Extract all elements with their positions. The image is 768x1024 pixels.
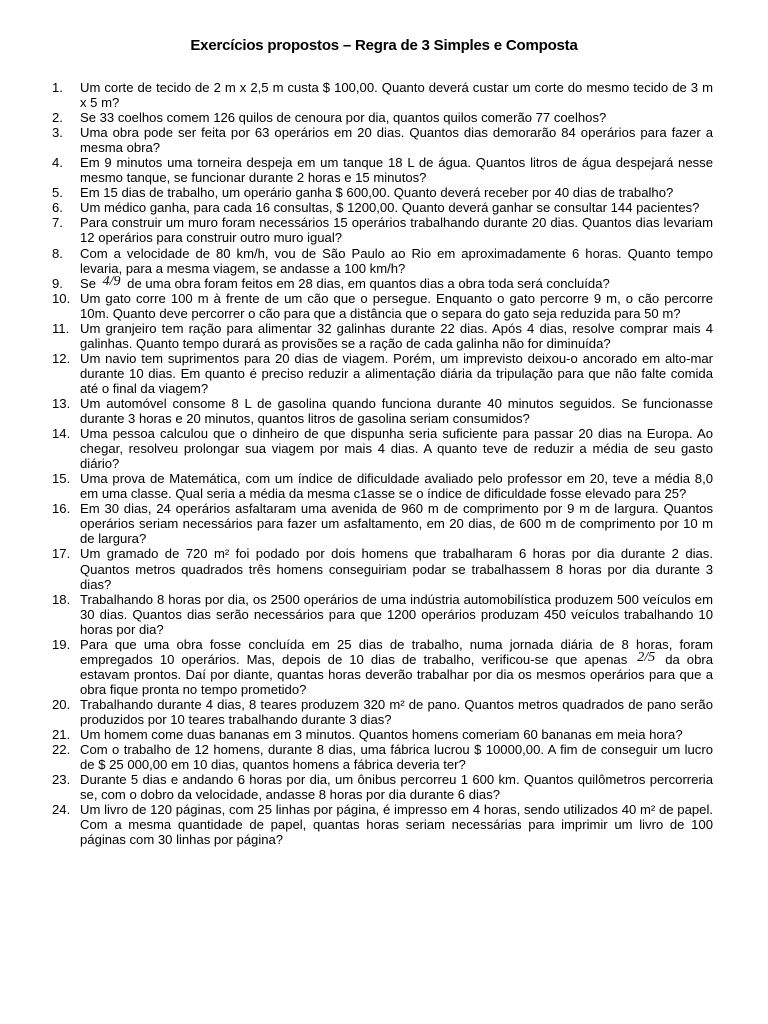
item-text: de uma obra foram feitos em 28 dias, em quantos dias a obra toda será concluída?	[123, 275, 610, 291]
list-item	[52, 426, 713, 471]
list-item	[52, 501, 713, 546]
list-item	[52, 637, 713, 697]
list-item	[52, 246, 713, 276]
item-text: Um livro de 120 páginas, com 25 linhas por página, é impresso em 4 horas, sendo utilizados 40 m² de papel. Com a mesma quantidade de papel, quantas horas seriam necessárias para imprimir um livro de 100 páginas com 30 linhas por página?	[80, 802, 713, 848]
item-number: 15.	[52, 471, 71, 487]
item-number: 8.	[52, 245, 63, 261]
list-item	[52, 215, 713, 245]
item-number: 24.	[52, 802, 71, 818]
item-number: 9.	[52, 275, 63, 291]
list-item	[52, 802, 713, 847]
page-title: Exercícios propostos – Regra de 3 Simples e Composta	[190, 37, 578, 54]
list-item	[52, 546, 713, 591]
item-text: Um gato corre 100 m à frente de um cão que o persegue. Enquanto o gato percorre 9 m, o cão percorre 10m. Quanto deve percorrer o cão para que a distância que o separa do gato seja reduzida para 50 m?	[80, 290, 713, 321]
item-text: Em 15 dias de trabalho, um operário ganha $ 600,00. Quanto deverá receber por 40 dias de trabalho?	[80, 185, 674, 201]
list-item	[52, 155, 713, 185]
item-number: 13.	[52, 395, 71, 411]
item-text: Uma obra pode ser feita por 63 operários em 20 dias. Quantos dias demorarão 84 operários para fazer a mesma obra?	[80, 125, 713, 156]
item-number: 18.	[52, 591, 71, 607]
item-text: da obra estavam prontos. Daí por diante, quantas horas deverão trabalhar por dia os mesmos operários para que a obra fique pronta no tempo prometido?	[80, 651, 714, 697]
item-text: Trabalhando durante 4 dias, 8 teares produzem 320 m² de pano. Quantos metros quadrados de pano serão produzidos por 10 teares trabalhando durante 3 dias?	[80, 696, 713, 727]
list-item	[52, 321, 713, 351]
item-text-pre: Para que uma obra fosse concluída em 25 dias de trabalho, numa jornada diária de 8 horas, foram empregados 10 operários. Mas, depois de 10 dias de trabalho, verificou-se que apenas	[80, 636, 713, 667]
item-text: Em 30 dias, 24 operários asfaltaram uma avenida de 960 m de comprimento por 9 m de largura. Quantos operários seriam necessários para fazer um asfaltamento, em 20 dias, de 600 m de comprimento por 10 m de largura?	[80, 501, 713, 547]
list-item	[52, 471, 713, 501]
fraction: 2/5	[637, 649, 656, 665]
list-item	[52, 200, 713, 215]
list-item	[52, 592, 713, 637]
exercise-list	[52, 80, 713, 847]
fraction: 4/9	[102, 273, 121, 289]
list-item	[52, 742, 713, 772]
item-number: 11.	[52, 320, 70, 336]
item-number: 7.	[52, 215, 63, 231]
item-number: 19.	[52, 636, 71, 652]
item-number: 6.	[52, 200, 63, 216]
item-number: 21.	[52, 727, 71, 743]
item-text: Para construir um muro foram necessários 15 operários trabalhando durante 20 dias. Quantos dias levariam 12 operários para construir outro muro igual?	[80, 215, 713, 246]
item-number: 22.	[52, 742, 71, 758]
item-text: Um navio tem suprimentos para 20 dias de viagem. Porém, um imprevisto deixou-o ancorado em alto-mar durante 10 dias. Em quanto é preciso reduzir a alimentação diária da tripulação para que não falte comida até o final da viagem?	[80, 350, 713, 396]
item-text: Trabalhando 8 horas por dia, os 2500 operários de uma indústria automobilística produzem 500 veículos em 30 dias. Quantos dias serão necessários para que 1200 operários produzam 450 veículos trabalhando 10 horas por dia?	[80, 591, 713, 637]
item-number: 2.	[52, 110, 63, 126]
item-text: Uma pessoa calculou que o dinheiro de que dispunha seria suficiente para passar 20 dias na Europa. Ao chegar, resolveu prolongar sua viagem por mais 4 dias. A quanto teve de reduzir a média de seu gasto diário?	[80, 426, 713, 472]
item-text-pre: Se	[80, 275, 100, 291]
list-item	[52, 697, 713, 727]
list-item	[52, 80, 713, 110]
item-text: Um médico ganha, para cada 16 consultas, $ 1200,00. Quanto deverá ganhar se consultar 144 pacientes?	[80, 200, 700, 216]
item-text: Com o trabalho de 12 homens, durante 8 dias, uma fábrica lucrou $ 10000,00. A fim de conseguir um lucro de $ 25 000,00 em 10 dias, quantos homens a fábrica deveria ter?	[80, 742, 713, 773]
item-text: Um corte de tecido de 2 m x 2,5 m custa $ 100,00. Quanto deverá custar um corte do mesmo tecido de 3 m x 5 m?	[80, 80, 713, 111]
item-number: 3.	[52, 125, 63, 141]
item-number: 10.	[52, 290, 71, 306]
list-item	[52, 185, 713, 200]
item-text: Em 9 minutos uma torneira despeja em um tanque 18 L de água. Quantos litros de água despejará nesse mesmo tanque, se funcionar durante 2 horas e 15 minutos?	[80, 155, 713, 186]
item-number: 20.	[52, 696, 71, 712]
item-number: 5.	[52, 185, 63, 201]
item-number: 14.	[52, 426, 71, 442]
list-item	[52, 125, 713, 155]
list-item	[52, 396, 713, 426]
list-item	[52, 772, 713, 802]
item-number: 1.	[52, 80, 63, 95]
item-text: Com a velocidade de 80 km/h, vou de São Paulo ao Rio em aproximadamente 6 horas. Quanto tempo levaria, para a mesma viagem, se andasse a 100 km/h?	[80, 245, 713, 276]
list-item	[52, 351, 713, 396]
item-number: 23.	[52, 772, 71, 788]
item-text: Um homem come duas bananas em 3 minutos. Quantos homens comeriam 60 bananas em meia hora?	[80, 727, 683, 743]
item-number: 16.	[52, 501, 71, 517]
item-text: Um automóvel consome 8 L de gasolina quando funciona durante 40 minutos seguidos. Se funcionasse durante 3 horas e 20 minutos, quantos litros de gasolina seriam consumidos?	[80, 395, 713, 427]
item-text: Durante 5 dias e andando 6 horas por dia, um ônibus percorreu 1 600 km. Quantos quilômetros percorreria se, com o dobro da velocidade, andasse 8 horas por dia durante 6 dias?	[80, 772, 713, 803]
item-text: Uma prova de Matemática, com um índice de dificuldade avaliado pelo professor em 20, teve a média 8,0 em uma classe. Qual seria a média da mesma c1asse se o índice de dificuldade fosse elevado para 25?	[80, 471, 713, 502]
item-text: Se 33 coelhos comem 126 quilos de cenoura por dia, quantos quilos comerão 77 coelhos?	[80, 110, 607, 126]
list-item	[52, 727, 713, 742]
item-number: 4.	[52, 155, 63, 171]
item-text: Um granjeiro tem ração para alimentar 32 galinhas durante 22 dias. Após 4 dias, resolve comprar mais 4 galinhas. Quanto tempo durará as provisões se a ração de cada galinha não for diminuída?	[80, 320, 713, 351]
list-item	[52, 110, 713, 125]
list-item	[52, 273, 713, 291]
item-number: 17.	[52, 546, 71, 562]
item-text: Um gramado de 720 m² foi podado por dois homens que trabalharam 6 horas por dia durante 2 dias. Quantos metros quadrados três homens conseguiriam podar se trabalhassem 8 horas por dia durante 3 dias?	[80, 546, 713, 592]
list-item	[52, 291, 713, 321]
item-number: 12.	[52, 350, 71, 366]
